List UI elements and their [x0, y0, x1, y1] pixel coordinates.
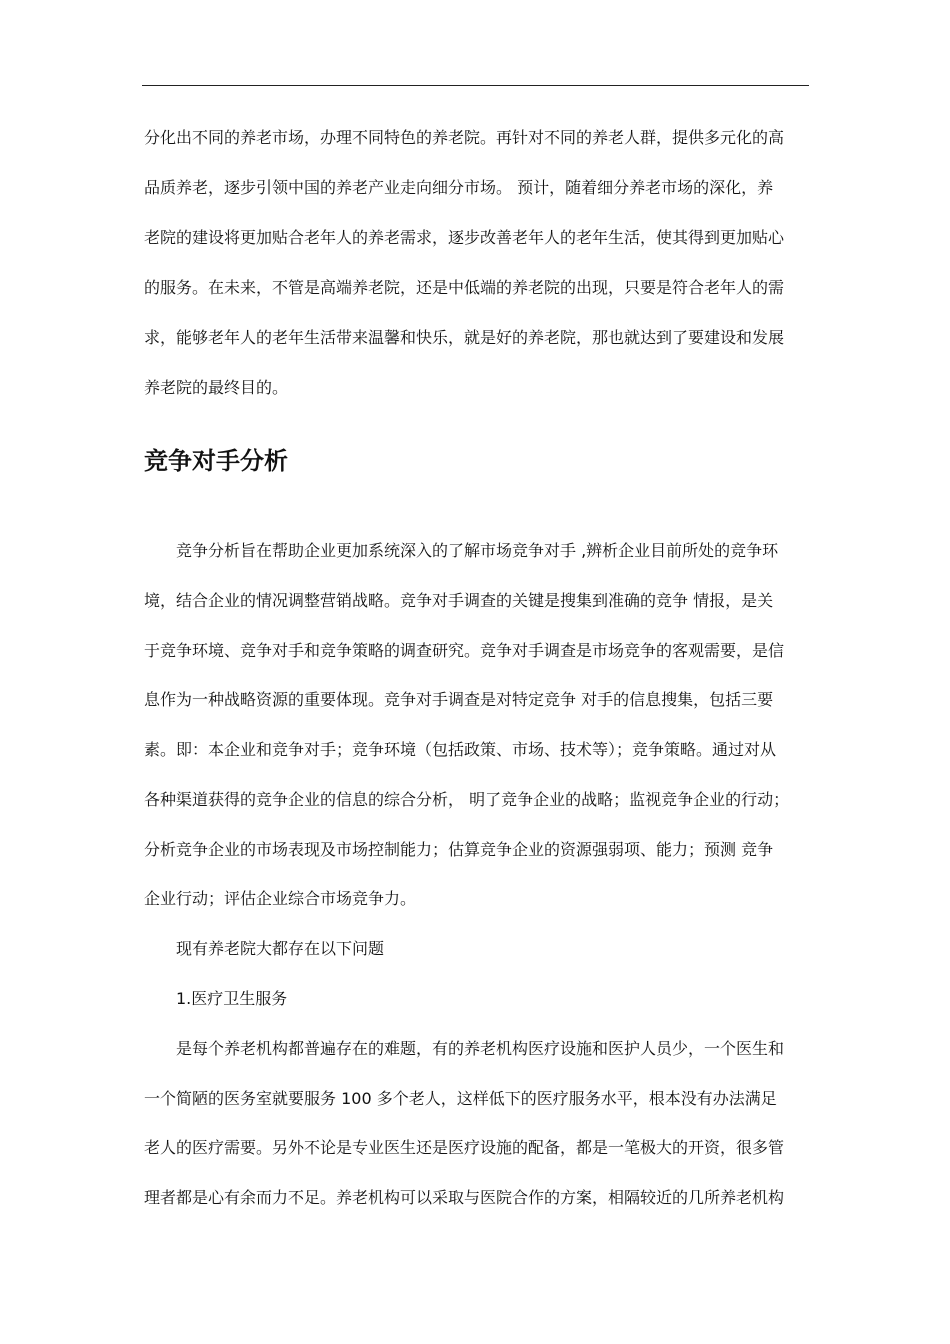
paragraph-3-line-3: 老人的医疗需要。另外不论是专业医生还是医疗设施的配备，都是一笔极大的开资，很多管 [144, 1138, 785, 1157]
paragraph-2-line-4: 息作为一种战略资源的重要体现。竞争对手调查是对特定竞争 对手的信息搜集，包括三要 [144, 690, 774, 709]
problems-intro: 现有养老院大都存在以下问题 [176, 939, 385, 958]
paragraph-2-line-6: 各种渠道获得的竞争企业的信息的综合分析， 明了竞争企业的战略；监视竞争企业的行动； [144, 790, 790, 809]
paragraph-2-line-2: 境，结合企业的情况调整营销战略。竞争对手调查的关键是搜集到准确的竞争 情报，是关 [144, 591, 774, 610]
section-heading: 竞争对手分析 [144, 447, 288, 475]
paragraph-1-line-2: 品质养老，逐步引领中国的养老产业走向细分市场。 预计，随着细分养老市场的深化，养 [144, 178, 774, 197]
paragraph-1-line-3: 老院的建设将更加贴合老年人的养老需求，逐步改善老年人的老年生活，使其得到更加贴心 [144, 228, 785, 247]
paragraph-1-line-1: 分化出不同的养老市场，办理不同特色的养老院。再针对不同的养老人群，提供多元化的高 [144, 128, 785, 147]
paragraph-3-line-2: 一个简陋的医务室就要服务 100 多个老人，这样低下的医疗服务水平，根本没有办法满足 [144, 1089, 777, 1108]
paragraph-1-line-6: 养老院的最终目的。 [144, 378, 289, 397]
paragraph-2-line-8: 企业行动；评估企业综合市场竞争力。 [144, 889, 417, 908]
paragraph-2-line-7: 分析竞争企业的市场表现及市场控制能力；估算竞争企业的资源强弱项、能力；预测 竞争 [144, 840, 774, 859]
paragraph-2-line-3: 于竞争环境、竞争对手和竞争策略的调查研究。竞争对手调查是市场竞争的客观需要，是信 [144, 641, 785, 660]
paragraph-1-line-5: 求，能够老年人的老年生活带来温馨和快乐，就是好的养老院，那也就达到了要建设和发展 [144, 328, 785, 347]
item-1-title: 1.医疗卫生服务 [176, 989, 288, 1008]
paragraph-1-line-4: 的服务。在未来，不管是高端养老院，还是中低端的养老院的出现，只要是符合老年人的需 [144, 278, 785, 297]
paragraph-2-line-5: 素。即：本企业和竞争对手；竞争环境（包括政策、市场、技术等）；竞争策略。通过对从 [144, 740, 777, 759]
paragraph-2-line-1: 竞争分析旨在帮助企业更加系统深入的了解市场竞争对手 ,辨析企业目前所处的竞争环 [176, 541, 779, 560]
paragraph-3-line-1: 是每个养老机构都普遍存在的难题，有的养老机构医疗设施和医护人员少，一个医生和 [176, 1039, 785, 1058]
header-rule [142, 85, 809, 86]
paragraph-3-line-4: 理者都是心有余而力不足。养老机构可以采取与医院合作的方案，相隔较近的几所养老机构 [144, 1188, 785, 1207]
